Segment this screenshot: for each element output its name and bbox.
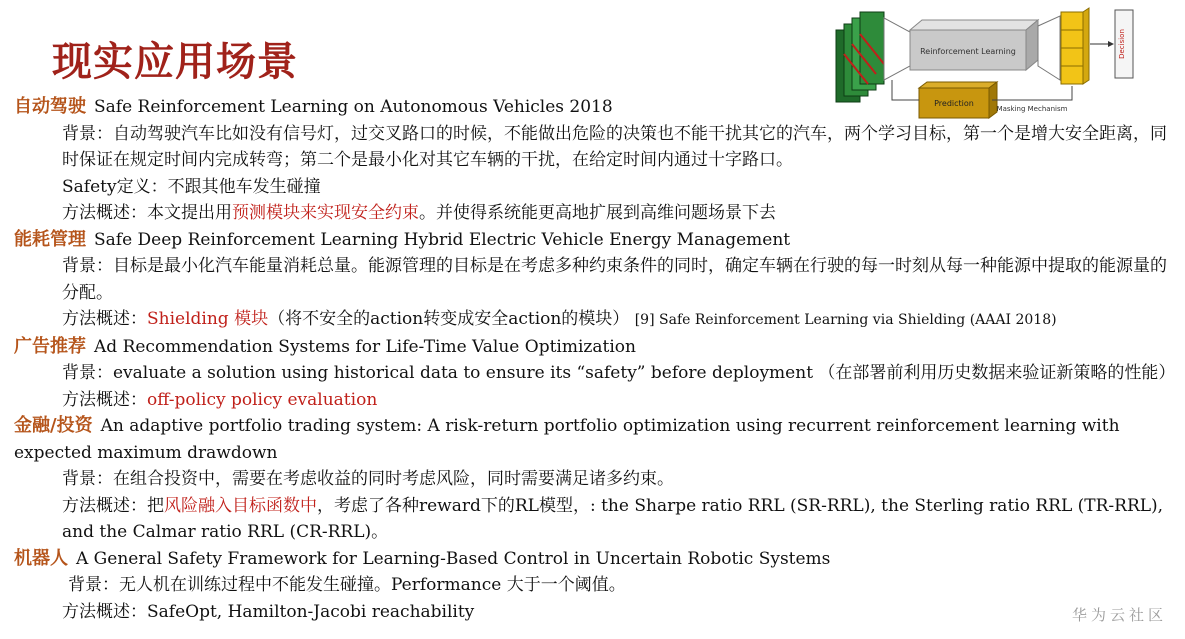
paper-title: An adaptive portfolio trading system: A risk-return portfolio optimization using recurrent reinforcement learning with expected maximum drawdown — [14, 416, 1120, 463]
watermark-logo: 华为云社区 — [1071, 606, 1167, 624]
method-suffix: ，考虑了各种reward下的RL模型，: the Sharpe ratio RRL (SR-RRL), the Sterling ratio RRL (TR-RRL), and the Calmar ratio RRL (CR-RRL)。 — [62, 495, 1164, 542]
output-funnel-shape — [1038, 16, 1060, 80]
method-highlight: 风险融入目标函数中 — [164, 495, 317, 516]
method-prefix: 方法概述：本文提出用 — [62, 203, 232, 223]
method-suffix: （将不安全的action转变成安全action的模块） — [268, 309, 630, 329]
method-summary — [14, 493, 1174, 546]
paper-title: Ad Recommendation Systems for Life-Time Value Optimization — [94, 336, 636, 357]
method-prefix: 方法概述： — [62, 389, 147, 410]
method-summary: 方法概述：SafeOpt, Hamilton-Jacobi reachability — [62, 601, 475, 622]
background-text: 背景：evaluate a solution using historical data to ensure its “safety” before deployment （在部署前利用历史数据来验证新策略的性能） — [62, 363, 1176, 383]
method-summary — [14, 387, 1174, 414]
input-frames-stack — [836, 12, 884, 102]
decision-box — [1115, 10, 1133, 78]
decision-label: Decision — [1118, 29, 1126, 59]
category-label: 机器人 — [14, 547, 68, 569]
section-ad-recommendation-header — [14, 334, 1174, 361]
scenario-list — [14, 94, 1174, 625]
background-text: 背景：自动驾驶汽车比如没有信号灯，过交叉路口的时候，不能做出危险的决策也不能干扰其它的汽车，两个学习目标，第一个是增大安全距离，同时保证在规定时间内完成转弯；第二个是最小化对其它车辆的干扰，在给定时间内通过十字路口。 — [62, 123, 1167, 170]
method-highlight: off-policy policy evaluation — [147, 389, 378, 410]
section-finance-header — [14, 413, 1174, 466]
page-title: 现实应用场景 — [52, 39, 298, 85]
background-text: 背景：在组合投资中，需要在考虑收益的同时考虑风险，同时需要满足诸多约束。 — [62, 469, 674, 489]
category-label: 自动驾驶 — [14, 96, 86, 117]
safety-definition: Safety定义：不跟其他车发生碰撞 — [62, 176, 321, 197]
paper-title: A General Safety Framework for Learning-Based Control in Uncertain Robotic Systems — [76, 548, 831, 569]
method-highlight: Shielding 模块 — [147, 309, 269, 329]
background-text: 背景：无人机在训练过程中不能发生碰撞。Performance 大于一个阈值。 — [68, 575, 626, 595]
rl-box-label: Reinforcement Learning — [920, 47, 1016, 56]
method-summary — [14, 306, 1174, 334]
prediction-label: Prediction — [934, 99, 974, 108]
reference-citation: [9] Safe Reinforcement Learning via Shielding (AAAI 2018) — [634, 312, 1057, 328]
input-funnel-shape — [884, 18, 910, 80]
masking-label: Masking Mechanism — [996, 105, 1068, 113]
rl-box — [910, 20, 1038, 70]
section-energy-management-header — [14, 227, 1174, 254]
method-summary — [14, 200, 1174, 227]
background-text: 背景：目标是最小化汽车能量消耗总量。能源管理的目标是在考虑多种约束条件的同时，确定车辆在行驶的每一时刻从每一种能源中提取的能源量的分配。 — [62, 256, 1167, 303]
decision-stack — [1061, 8, 1089, 84]
category-label: 能耗管理 — [14, 228, 86, 250]
paper-title: Safe Reinforcement Learning on Autonomous Vehicles 2018 — [94, 97, 613, 117]
category-label: 广告推荐 — [14, 335, 86, 357]
category-label: 金融/投资 — [14, 415, 93, 436]
paper-title: Safe Deep Reinforcement Learning Hybrid Electric Vehicle Energy Management — [94, 229, 791, 250]
method-prefix: 方法概述： — [62, 309, 147, 329]
method-suffix: 。并使得系统能更高地扩展到高维问题场景下去 — [419, 203, 776, 223]
section-robotics-header — [14, 546, 1174, 573]
method-prefix: 方法概述：把 — [62, 495, 164, 516]
section-autonomous-driving-header — [14, 94, 1174, 121]
method-highlight: 预测模块来实现安全约束 — [232, 203, 419, 223]
